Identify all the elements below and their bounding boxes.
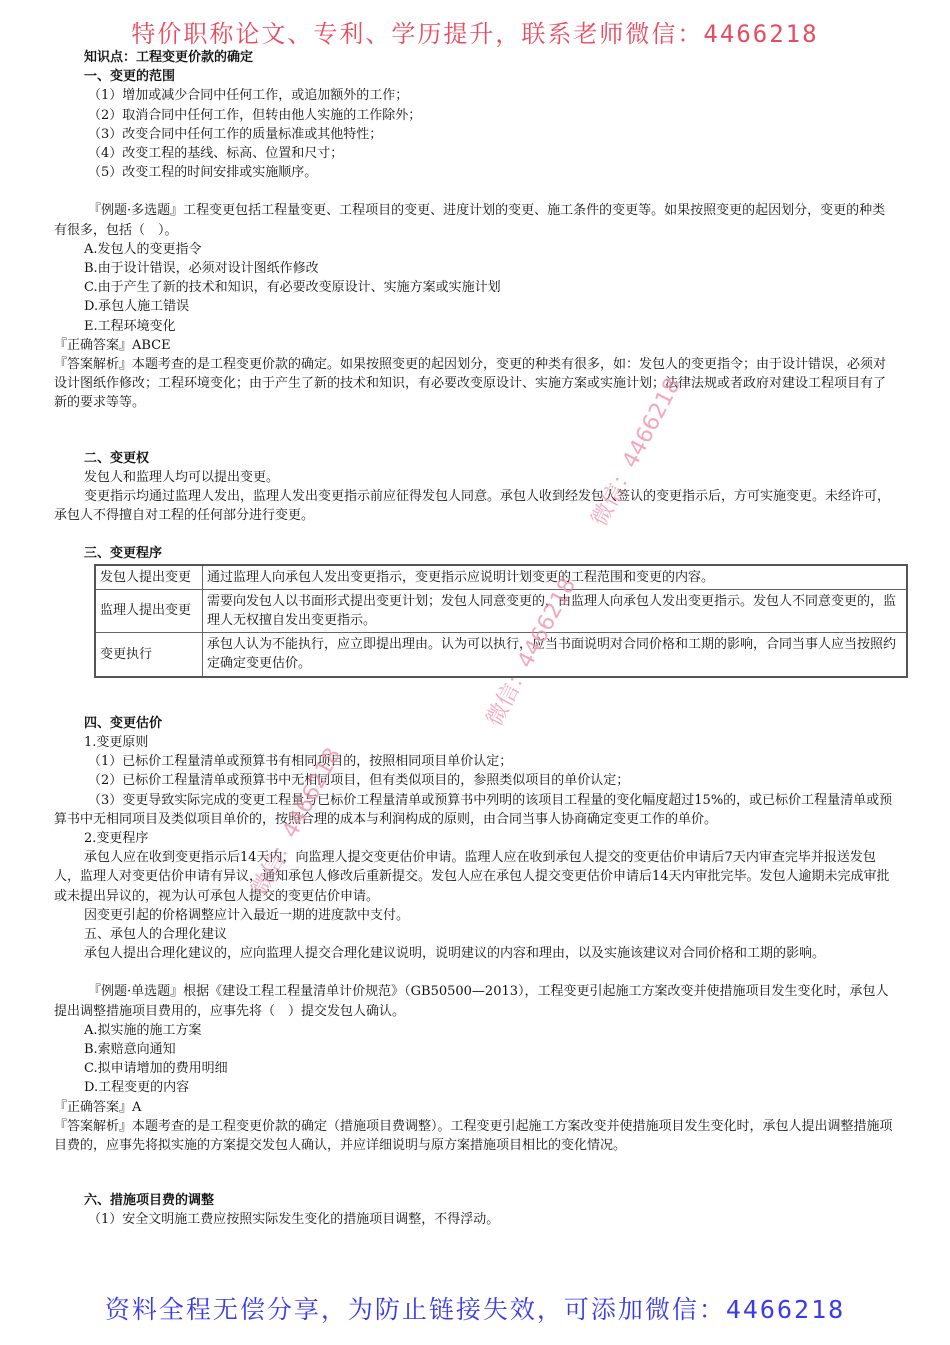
list-item: （1）增加或减少合同中任何工作，或追加额外的工作； (88, 88, 409, 104)
table-cell-text: 通过监理人向承包人发出变更指示，变更指示应说明计划变更的工程范围和变更的内容。 (203, 565, 908, 590)
section-heading: 二、变更权 (84, 450, 150, 466)
table-cell-label: 发包人提出变更 (95, 565, 203, 590)
answer-analysis: 『答案解析』本题考查的是工程变更价款的确定。如果按照变更的起因划分，变更的种类有很多，如：发包人的变更指令；由于设计错误，必须对设计图纸作修改；工程环境变化；由于产生了新的技术和知识，有必要改变原设计、实施方案或实施计划；法律法规或者政府对建设工程项目有了新的要求等等。 (54, 357, 887, 411)
sub-heading: 2.变更程序 (84, 830, 149, 846)
document-body (54, 48, 896, 1230)
list-item: （1）已标价工程量清单或预算书有相同项目的，按照相同项目单价认定； (88, 754, 513, 770)
section-heading: 四、变更估价 (84, 715, 163, 731)
paragraph: 承包人应在收到变更指示后14天内，向监理人提交变更估价申请。监理人应在收到承包人提交的变更估价申请后7天内审查完毕并报送发包人，监理人对变更估价申请有异议，通知承包人修改后重新提交。发包人应在承包人提交变更估价申请后14天内审批完毕。发包人逾期未完成审批或未提出异议的，视为认可承包人提交的变更估价申请。 (54, 850, 890, 904)
section-heading: 一、变更的范围 (84, 69, 176, 85)
list-item: （3）改变合同中任何工作的质量标准或其他特性； (88, 126, 383, 142)
list-item: （2）取消合同中任何工作，但转由他人实施的工作除外； (88, 107, 422, 123)
option-item: C.由于产生了新的技术和知识，有必要改变原设计、实施方案或实施计划 (84, 280, 501, 296)
bottom-banner: 资料全程无偿分享，为防止链接失效，可添加微信：4466218 (104, 1295, 846, 1324)
correct-answer: 『正确答案』ABCE (54, 337, 171, 353)
table-cell-label: 监理人提出变更 (95, 589, 203, 632)
table-cell-text: 需要向发包人以书面形式提出变更计划；发包人同意变更的，由监理人向承包人发出变更指示。发包人不同意变更的，监理人无权擅自发出变更指示。 (203, 589, 908, 632)
watermark-text: 微信：4466218 (587, 374, 687, 531)
table-row (95, 565, 907, 590)
option-item: B.索赔意向通知 (84, 1041, 176, 1057)
top-banner: 特价职称论文、专利、学历提升，联系老师微信：4466218 (131, 20, 819, 48)
sub-heading: 1.变更原则 (84, 734, 149, 750)
paragraph: 发包人和监理人均可以提出变更。 (84, 469, 280, 485)
answer-analysis: 『答案解析』本题考查的是工程变更价款的确定（措施项目费调整）。工程变更引起施工方案改变并使措施项目发生变化时，承包人提出调整措施项目费的，应事先将拟实施的方案提交发包人确认，并应详细说明与原方案措施项目相比的变化情况。 (54, 1118, 893, 1153)
option-item: A.拟实施的施工方案 (84, 1022, 202, 1038)
section-heading: 六、措施项目费的调整 (84, 1193, 215, 1209)
table-cell-label: 变更执行 (95, 633, 203, 677)
paragraph: 变更指示均通过监理人发出，监理人发出变更指示前应征得发包人同意。承包人收到经发包人签认的变更指示后，方可实施变更。未经许可，承包人不得擅自对工程的任何部分进行变更。 (54, 489, 891, 524)
example-question: 『例题·单选题』根据《建设工程工程量清单计价规范》（GB50500—2013），工程变更引起施工方案改变并使措施项目发生变化时，承包人提出调整措施项目费用的，应事先将（ ）提交发包人确认。 (54, 984, 889, 1019)
procedure-table (94, 564, 908, 678)
table-row (95, 589, 907, 632)
option-item: C.拟申请增加的费用明细 (84, 1061, 228, 1077)
option-item: A.发包人的变更指令 (84, 241, 202, 257)
section-heading: 五、承包人的合理化建议 (84, 926, 228, 942)
list-item: （5）改变工程的时间安排或实施顺序。 (88, 165, 318, 181)
list-item: （2）已标价工程量清单或预算书中无相同项目，但有类似项目的，参照类似项目的单价认定； (88, 773, 630, 789)
paragraph: 因变更引起的价格调整应计入最近一期的进度款中支付。 (84, 907, 410, 923)
section-heading: 三、变更程序 (84, 546, 163, 562)
option-item: D.工程变更的内容 (84, 1080, 190, 1096)
example-question: 『例题·多选题』工程变更包括工程量变更、工程项目的变更、进度计划的变更、施工条件的变更等。如果按照变更的起因划分，变更的种类有很多，包括（ ）。 (54, 203, 886, 238)
list-item: （1）安全文明施工费应按照实际发生变化的措施项目调整，不得浮动。 (88, 1212, 500, 1228)
list-item: （3）变更导致实际完成的变更工程量与已标价工程量清单或预算书中列明的该项目工程量的变化幅度超过15%的，或已标价工程量清单或预算书中无相同项目及类似项目单价的，按照合理的成本与利润构成的原则，由合同当事人协商确定变更工作的单价。 (54, 792, 893, 827)
list-item: （4）改变工程的基线、标高、位置和尺寸； (88, 146, 344, 162)
watermark-text: 微信：4466218 (247, 744, 347, 901)
page-title: 知识点：工程变更价款的确定 (84, 50, 254, 65)
option-item: D.承包人施工错误 (84, 299, 190, 315)
table-cell-text: 承包人认为不能执行，应立即提出理由。认为可以执行，应当书面说明对合同价格和工期的影响，合同当事人应当按照约定确定变更估价。 (203, 633, 908, 677)
correct-answer: 『正确答案』A (54, 1099, 142, 1115)
option-item: E.工程环境变化 (84, 318, 176, 334)
watermark-text: 微信：4466218 (482, 574, 582, 731)
option-item: B.由于设计错误，必须对设计图纸作修改 (84, 261, 319, 277)
paragraph: 承包人提出合理化建议的，应向监理人提交合理化建议说明，说明建议的内容和理由，以及实施该建议对合同价格和工期的影响。 (84, 946, 826, 962)
